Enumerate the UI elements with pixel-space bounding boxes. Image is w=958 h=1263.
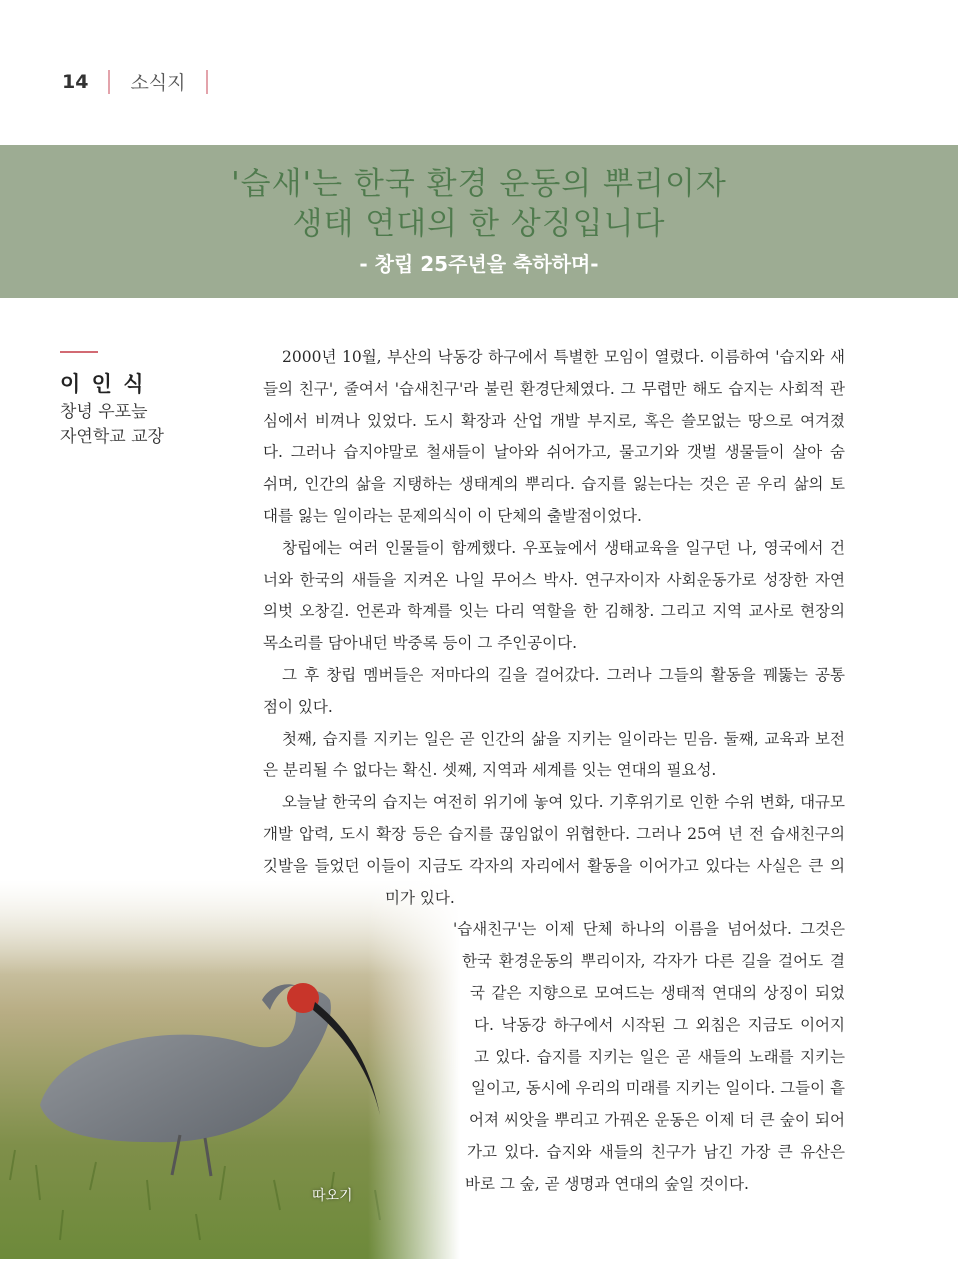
divider [206,70,208,94]
body-text-line: 너와 한국의 새들을 지켜온 나일 무어스 박사. 연구자이자 사회운동가로 성장한 자연 [263,570,845,589]
author-accent-line [60,351,98,353]
ibis-image [0,880,460,1259]
body-text-line: 다. 그러나 습지야말로 철새들이 날아와 쉬어가고, 물고기와 갯벌 생물들이 살아 숨 [263,443,845,462]
body-text-line: 대를 잃는 일이라는 문제의식이 이 단체의 출발점이었다. [263,507,642,525]
author-name: 이 인 식 [60,372,146,396]
body-text-line: 심에서 비껴나 있었다. 도시 확장과 산업 개발 부지로, 혹은 쓸모없는 땅으로 여겨졌 [263,411,845,430]
body-text-line: 점이 있다. [263,697,333,716]
body-text-line: 오늘날 한국의 습지는 여전히 위기에 놓여 있다. 기후위기로 인한 수위 변화, 대규모 [282,793,845,812]
body-text-line: 들의 친구', 줄여서 '습새친구'라 불린 환경단체였다. 그 무렵만 해도 습지는 사회적 관 [263,379,845,398]
body-text-line: 바로 그 숲, 곧 생명과 연대의 숲일 것이다. [465,1174,749,1193]
title-banner [0,145,958,298]
body-text-line: 의벗 오창길. 언론과 학계를 잇는 다리 역할을 한 김해창. 그리고 지역 교사로 현장의 [263,602,845,621]
page-header [62,68,228,95]
body-text-line: 목소리를 담아내던 박중록 등이 그 주인공이다. [263,634,578,653]
body-text-line: 창립에는 여러 인물들이 함께했다. 우포늪에서 생태교육을 일구던 나, 영국에서 건 [282,538,845,557]
page-number: 14 [62,70,89,93]
body-text-line: 고 있다. 습지를 지키는 일은 곧 새들의 노래를 지키는 [474,1047,845,1066]
body-text-line: 첫째, 습지를 지키는 일은 곧 인간의 삶을 지키는 일이라는 믿음. 둘째, 교육과 보전 [282,729,845,748]
body-text-line: 개발 압력, 도시 확장 등은 습지를 끊임없이 위협한다. 그러나 25여 년 전 습새친구의 [263,825,845,843]
divider [108,70,110,94]
photo-caption: 따오기 [312,1188,353,1204]
section-label: 소식지 [130,72,186,94]
author-role-line1: 창녕 우포늪 [60,402,148,422]
article-subtitle: - 창립 25주년을 축하하며- [359,252,599,276]
author-role [60,400,164,450]
body-text-line: 은 분리될 수 없다는 확신. 셋째, 지역과 세계를 잇는 연대의 필요성. [263,761,717,780]
body-text-line: 가고 있다. 습지와 새들의 친구가 남긴 가장 큰 유산은 [467,1143,845,1161]
body-text-line: 한국 환경운동의 뿌리이자, 각자가 다른 길을 걸어도 결 [462,952,845,971]
author-role-line2: 자연학교 교장 [60,427,164,447]
body-text-line: 2000년 10월, 부산의 낙동강 하구에서 특별한 모임이 열렸다. 이름하여 '습지와 새 [282,348,845,366]
article-title-line2: 생태 연대의 한 상징입니다 [292,206,666,242]
body-text-line: 국 같은 지향으로 모여드는 생태적 연대의 상징이 되었 [470,984,845,1002]
body-text-line: 다. 낙동강 하구에서 시작된 그 외침은 지금도 이어지 [474,1015,845,1034]
ibis-photo [0,880,460,1259]
body-text-line: 깃발을 들었던 이들이 지금도 각자의 자리에서 활동을 이어가고 있다는 사실은 큰 의 [263,856,845,875]
body-text-line: 그 후 창립 멤버들은 저마다의 길을 걸어갔다. 그러나 그들의 활동을 꿰뚫는 공통 [282,666,845,684]
body-text-line: 일이고, 동시에 우리의 미래를 지키는 일이다. 그들이 흩 [471,1079,845,1098]
body-text-line: 쉬며, 인간의 삶을 지탱하는 생태계의 뿌리다. 습지를 잃는다는 것은 곧 우리 삶의 토 [263,475,845,494]
body-text-line: '습새친구'는 이제 단체 하나의 이름을 넘어섰다. 그것은 [453,920,845,939]
body-text-line: 어져 씨앗을 뿌리고 가꿔온 운동은 이제 더 큰 숲이 되어 [469,1111,845,1130]
body-text-line: 미가 있다. [385,888,455,907]
article-title-line1: '습새'는 한국 환경 운동의 뿌리이자 [231,166,727,202]
